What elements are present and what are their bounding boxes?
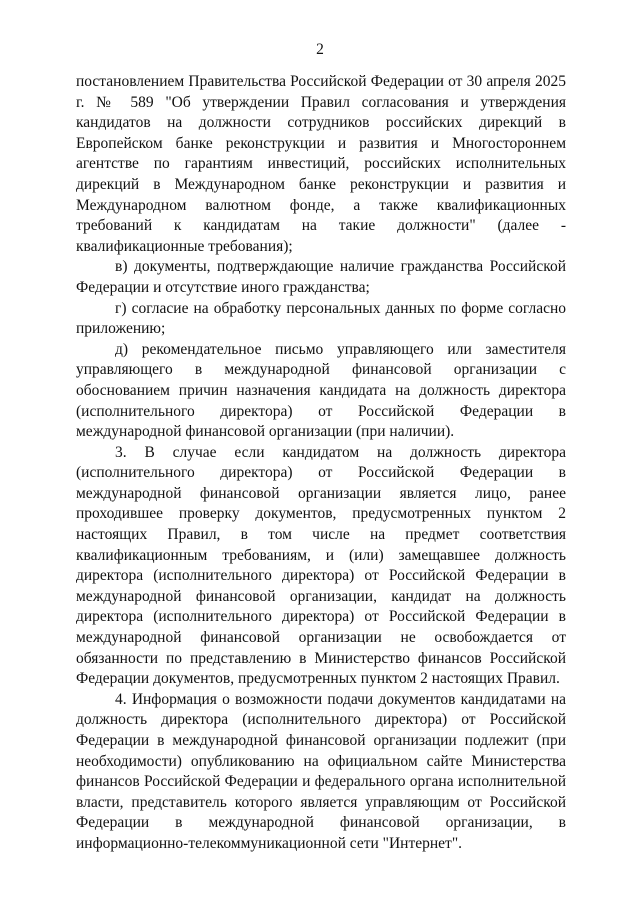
paragraph-clause-4: 4. Информация о возможности подачи документов кандидатами на должность директора (исполнительного директора) от Российской Федерации в международной финансовой организации подлежит (при необходимости) опубликованию на официальном сайте Министерства финансов Российской Федерации и федерального органа исполнительной власти, представитель которого является управляющим от Российской Федерации в международной финансовой организации, в информационно-телекоммуникационной сети "Интернет". — [76, 690, 566, 852]
paragraph-item-g: г) согласие на обработку персональных данных по форме согласно приложению; — [76, 299, 566, 338]
document-body — [76, 72, 566, 855]
page-number: 2 — [316, 41, 324, 58]
paragraph-clause-3: 3. В случае если кандидатом на должность директора (исполнительного директора) от Российской Федерации в международной финансовой организации является лицо, ранее проходившее проверку документов, предусмотренных пунктом 2 настоящих Правил, в том числе на предмет соответствия квалификационным требованиям, и (или) замещавшее должность директора (исполнительного директора) от Российской Федерации в международной финансовой организации, кандидат на должность директора (исполнительного директора) от Российской Федерации в международной финансовой организации не освобождается от обязанности по представлению в Министерство финансов Российской Федерации документов, предусмотренных пунктом 2 настоящих Правил. — [76, 443, 566, 688]
paragraph-continuation: постановлением Правительства Российской Федерации от 30 апреля 2025 г. № 589 "Об утверждении Правил согласования и утверждения кандидатов на должности сотрудников российских дирекций в Европейском банке реконструкции и развития и Многостороннем агентстве по гарантиям инвестиций, российских исполнительных дирекций в Международном банке реконструкции и развития и Международном валютном фонде, а также квалификационных требований к кандидатам на такие должности" (далее - квалификационные требования); — [76, 73, 566, 255]
paragraph-item-d: д) рекомендательное письмо управляющего или заместителя управляющего в международной финансовой организации с обоснованием причин назначения кандидата на должность директора (исполнительного директора) от Российской Федерации в международной финансовой организации (при наличии). — [76, 340, 566, 441]
paragraph-item-v: в) документы, подтверждающие наличие гражданства Российской Федерации и отсутствие иного гражданства; — [76, 258, 566, 296]
